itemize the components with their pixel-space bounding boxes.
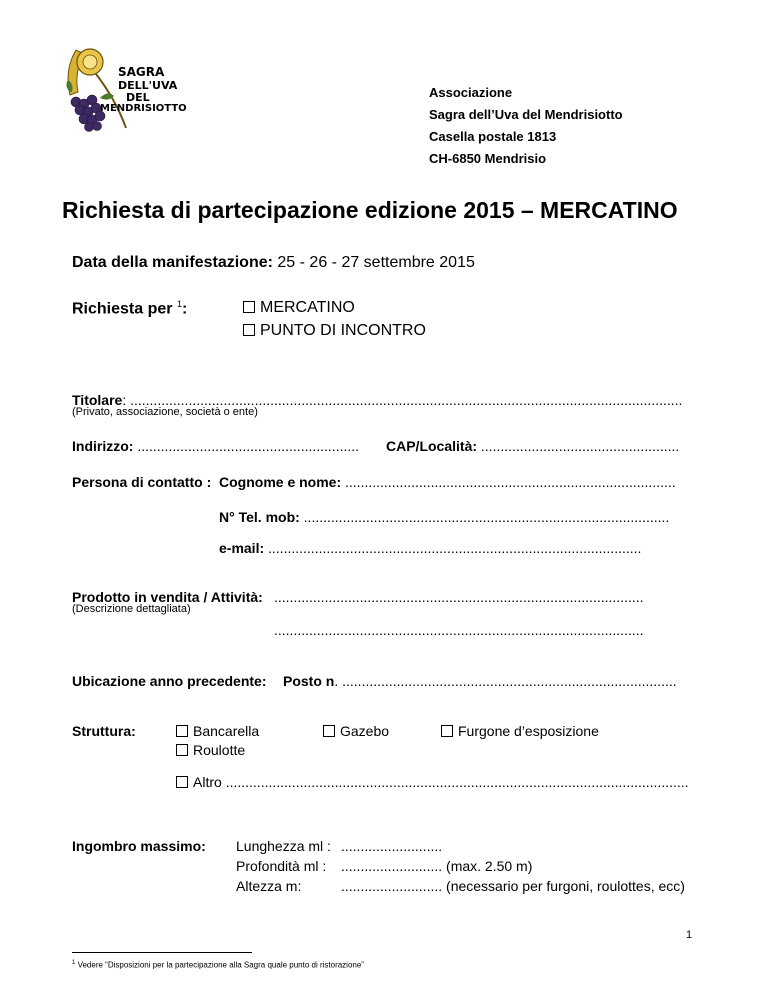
logo-text-2: DELL'UVA [118,79,178,92]
sagra-logo [56,40,187,140]
request-label-row [72,299,187,318]
cap-field[interactable]: ................................................... [480,438,680,454]
titolare-note: (Privato, associazione, società o ente) [72,406,258,418]
contact-tel-row [219,509,669,525]
product-field-1[interactable]: ............................................................................................... [274,589,644,605]
footnote-mark: 1 [72,960,76,966]
option-bancarella[interactable] [176,723,259,739]
footnote [72,960,364,970]
contact-email-label: e-mail: [219,540,265,556]
size-row-label: Altezza m: [236,878,302,894]
size-row-depth [236,858,326,874]
altro-field[interactable]: ....................................................................................................................... [225,774,689,790]
option-gazebo[interactable] [323,723,389,739]
address-line: CH-6850 Mendrisio [429,151,547,166]
location-label: Ubicazione anno precedente: [72,673,267,689]
logo-text-1: SAGRA [118,65,165,79]
checkbox[interactable] [441,725,453,737]
contact-name-row [219,474,676,490]
titolare-label: Titolare [72,392,123,408]
logo-text-4: MENDRISIOTTO [100,103,187,114]
size-label: Ingombro massimo: [72,838,206,854]
option-roulotte[interactable] [176,742,245,758]
size-row-label: Profondità ml : [236,858,327,874]
address-line: Sagra dell’Uva del Mendrisiotto [429,107,623,122]
structure-label: Struttura: [72,723,136,739]
date-label: Data della manifestazione: [72,254,273,271]
page-number: 1 [686,929,693,941]
depth-dots[interactable]: .......................... [341,858,443,874]
size-row-length [236,838,331,854]
option-label: Gazebo [340,723,390,739]
indirizzo-row [72,438,359,454]
size-row-note: (max. 2.50 m) [446,858,533,874]
logo-text-3: DEL [126,91,150,104]
posto-row: Posto n. ...................................................................................... [283,673,677,689]
footnote-divider [72,952,252,953]
checkbox[interactable] [243,301,255,313]
checkbox[interactable] [323,725,335,737]
page-title: Richiesta di partecipazione edizione 2015 – MERCATINO [62,197,678,223]
cap-label: CAP/Località: [386,438,478,454]
checkbox[interactable] [243,324,255,336]
option-altro[interactable] [176,774,689,790]
request-label: Richiesta per [72,300,173,318]
option-mercatino[interactable] [243,299,355,317]
contact-label: Persona di contatto : [72,474,212,490]
contact-name-label: Cognome e nome: [219,474,342,490]
checkbox[interactable] [176,725,188,737]
checkbox[interactable] [176,776,188,788]
address-line: Casella postale 1813 [429,129,557,144]
product-label: Prodotto in vendita / Attività: [72,589,263,605]
option-punto-incontro[interactable] [243,322,426,340]
option-label: Furgone d’esposizione [458,723,599,739]
option-label: PUNTO DI INCONTRO [260,322,426,339]
footnote-text: Vedere “Disposizioni per la partecipazione alla Sagra quale punto di ristorazione” [77,960,364,970]
contact-tel-label: N° Tel. mob: [219,509,300,525]
contact-email-field[interactable]: ................................................................................................ [268,540,642,556]
indirizzo-label: Indirizzo: [72,438,134,454]
option-label: Altro [193,774,222,790]
size-row-label: Lunghezza ml : [236,838,331,854]
option-label: MERCATINO [260,299,355,316]
titolare-field[interactable]: .............................................................................................................................................. [130,392,683,408]
posto-field[interactable]: ...................................................................................... [342,673,677,689]
request-colon: : [181,300,188,318]
option-label: Bancarella [193,723,260,739]
option-furgone[interactable] [441,723,599,739]
address-line: Associazione [429,85,513,100]
date-row [72,254,475,272]
option-label: Roulotte [193,742,246,758]
titolare-row: Titolare: .............................................................................................................................................. [72,392,683,408]
product-field-2[interactable]: ............................................................................................... [274,622,644,638]
contact-tel-field[interactable]: .............................................................................................. [303,509,670,525]
contact-name-field[interactable]: ..................................................................................... [345,474,676,490]
size-length-field[interactable]: .......................... [341,838,443,854]
product-note: (Descrizione dettagliata) [72,603,191,615]
size-height-field [341,878,685,894]
footnote-ref: 1 [176,299,182,309]
height-dots[interactable]: .......................... [341,878,443,894]
contact-email-row [219,540,641,556]
size-row-note: (necessario per furgoni, roulottes, ecc) [446,878,685,894]
size-depth-field [341,858,532,874]
posto-label: Posto n [283,673,335,689]
cap-row [386,438,679,454]
size-row-height [236,878,301,894]
address-block [429,82,623,170]
indirizzo-field[interactable]: ......................................................... [137,438,360,454]
date-value: 25 - 26 - 27 settembre 2015 [277,254,475,271]
checkbox[interactable] [176,744,188,756]
